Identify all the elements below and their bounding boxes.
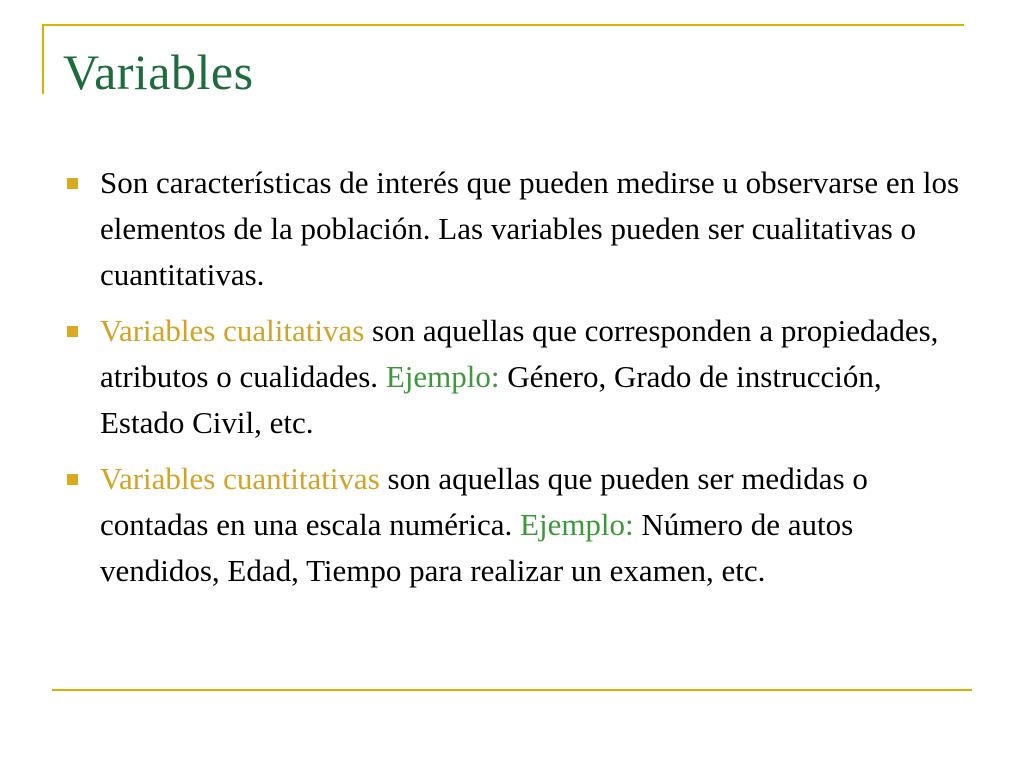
- bullet-text: Son características de interés que pueden medirse u observarse en los elementos de la población. Las variables pueden ser cualitativas o cuantitativas.: [100, 165, 960, 292]
- frame-left-line: [42, 24, 44, 94]
- square-bullet-icon: [67, 178, 78, 189]
- term-qualitative: Variables cualitativas: [100, 313, 365, 348]
- bullet-text: Número de autos vendidos, Edad, Tiempo para realizar un examen, etc.: [100, 507, 854, 588]
- bullet-item-quantitative: [62, 456, 967, 594]
- example-label: Ejemplo:: [520, 507, 634, 542]
- example-label: Ejemplo:: [385, 359, 500, 394]
- square-bullet-icon: [67, 326, 78, 337]
- term-quantitative: Variables cuantitativas: [100, 461, 380, 496]
- bullet-item-qualitative: [62, 308, 967, 446]
- bullet-text: son aquellas que pueden ser medidas o contadas en una escala numérica.: [100, 461, 868, 542]
- frame-bottom-line: [52, 689, 972, 691]
- bullet-text: son aquellas que corresponden a propiedades, atributos o cualidades.: [100, 313, 939, 394]
- frame-top-line: [42, 24, 964, 26]
- bullet-item-definition: [62, 160, 967, 298]
- slide-title: Variables: [63, 44, 254, 100]
- bullet-text: Género, Grado de instrucción, Estado Civil, etc.: [100, 359, 882, 440]
- square-bullet-icon: [67, 474, 78, 485]
- bullet-list: [62, 160, 967, 604]
